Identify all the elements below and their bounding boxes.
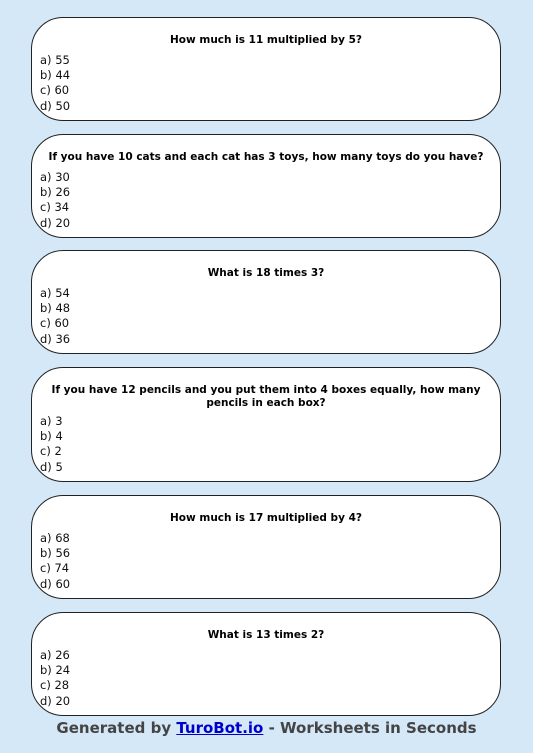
turobot-link[interactable]: TuroBot.io [176, 719, 264, 737]
answer-option-c: c) 60 [40, 83, 70, 98]
answer-option-a: a) 68 [40, 531, 70, 545]
answer-option-b: b) 44 [40, 68, 71, 83]
answer-option-b: b) 26 [40, 185, 71, 200]
question-text: What is 18 times 3? [207, 267, 325, 279]
question-card-6 [31, 612, 501, 716]
question-card-1 [31, 17, 501, 121]
question-text: How much is 11 multiplied by 5? [170, 34, 362, 46]
answer-options [40, 170, 70, 231]
answer-option-b: b) 56 [40, 546, 71, 561]
answer-option-c: c) 28 [40, 678, 70, 693]
answer-option-a: a) 3 [40, 414, 63, 428]
question-card-3 [31, 250, 501, 354]
question-text: If you have 12 pencils and you put them into 4 boxes equally, how many pencils in each box? [51, 384, 481, 409]
answer-option-c: c) 74 [40, 561, 70, 576]
answer-option-a: a) 26 [40, 648, 70, 662]
question-text: What is 13 times 2? [207, 629, 325, 641]
question-card-2 [31, 134, 501, 238]
answer-option-d: d) 36 [40, 331, 71, 346]
answer-option-c: c) 60 [40, 316, 70, 331]
footer-suffix: - Worksheets in Seconds [263, 719, 477, 737]
question-text: How much is 17 multiplied by 4? [170, 512, 362, 524]
answer-option-c: c) 34 [40, 200, 70, 215]
answer-options [40, 53, 70, 114]
answer-options [40, 648, 70, 709]
answer-option-a: a) 55 [40, 53, 70, 67]
answer-option-d: d) 5 [40, 459, 63, 474]
answer-option-b: b) 48 [40, 301, 71, 316]
footer-prefix: Generated by [56, 719, 177, 737]
answer-options [40, 414, 63, 475]
answer-option-d: d) 20 [40, 215, 71, 230]
footer-credit [0, 719, 533, 737]
answer-options [40, 531, 70, 592]
answer-option-d: d) 60 [40, 576, 71, 591]
answer-option-a: a) 30 [40, 170, 70, 184]
question-card-5 [31, 495, 501, 599]
answer-option-b: b) 24 [40, 663, 71, 678]
question-text: If you have 10 cats and each cat has 3 toys, how many toys do you have? [48, 151, 484, 163]
answer-option-a: a) 54 [40, 286, 70, 300]
answer-option-b: b) 4 [40, 429, 63, 444]
answer-option-c: c) 2 [40, 444, 62, 459]
answer-option-d: d) 20 [40, 693, 71, 708]
question-card-4 [31, 367, 501, 482]
answer-options [40, 286, 70, 347]
answer-option-d: d) 50 [40, 98, 71, 113]
